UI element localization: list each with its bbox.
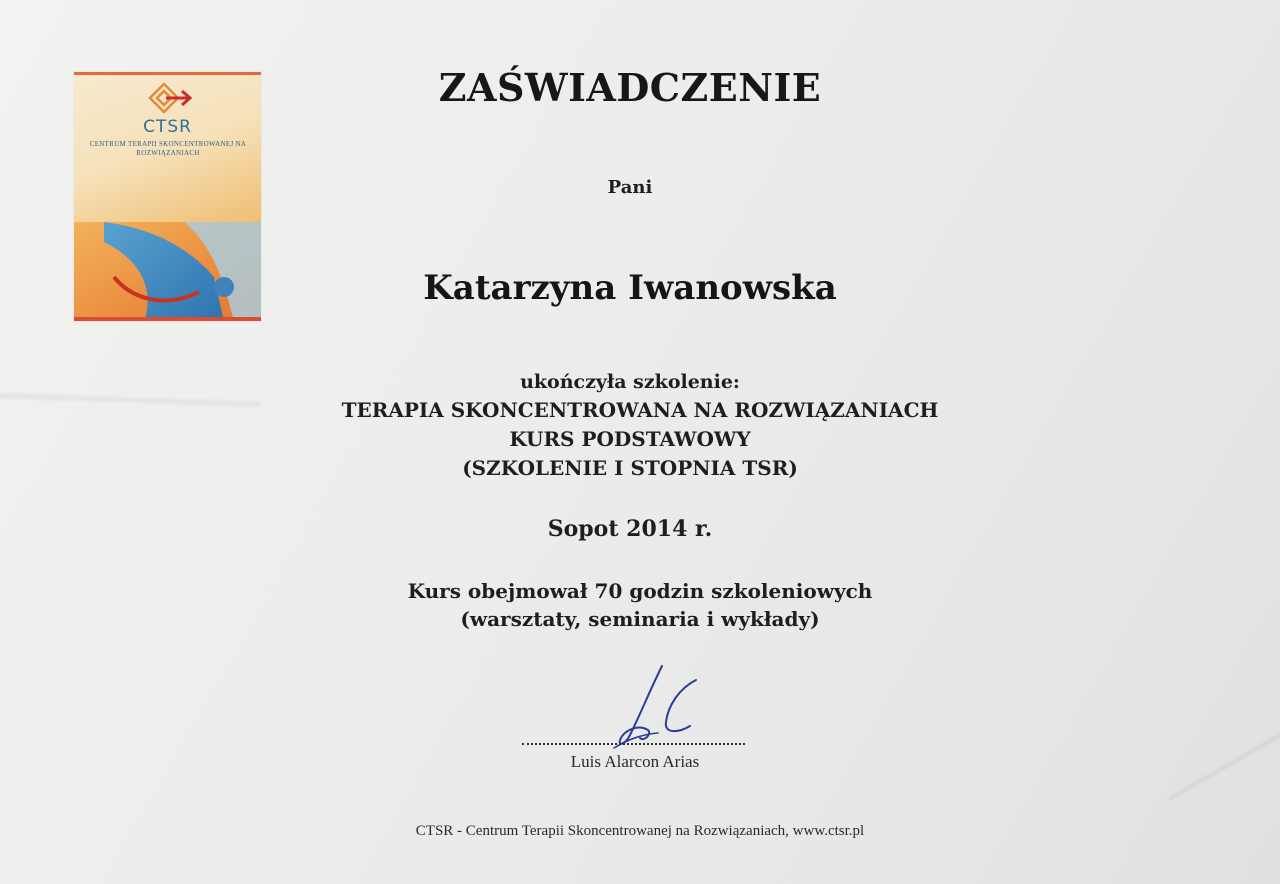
logo-subtitle: CENTRUM TERAPII SKONCENTROWANEJ NA ROZWIĄZANIACH [89,140,247,157]
certificate-title: ZAŚWIADCZENIE [438,65,822,110]
handwritten-signature [600,660,710,752]
signature-line [522,743,745,745]
completed-text: ukończyła szkolenie: [520,371,740,393]
logo-top-bar [74,72,261,75]
ctsr-arrow-logo-icon [146,80,194,116]
place-date: Sopot 2014 r. [547,516,713,542]
types-line: (warsztaty, seminaria i wykłady) [460,607,820,631]
hours-line: Kurs obejmował 70 godzin szkoleniowych [407,579,873,603]
course-line-2: KURS PODSTAWOWY [509,427,751,451]
salutation: Pani [607,177,653,198]
paper-fold [1167,726,1280,803]
logo-bottom-bar [74,317,261,321]
recipient-name: Katarzyna Iwanowska [423,268,837,308]
ctsr-logo [74,72,261,321]
course-line-3: (SZKOLENIE I STOPNIA TSR) [462,456,798,480]
course-line-1: TERAPIA SKONCENTROWANA NA ROZWIĄZANIACH [341,398,939,422]
signer-name: Luis Alarcon Arias [570,752,700,771]
logo-abbreviation: CTSR [143,117,192,137]
footer-text: CTSR - Centrum Terapii Skoncentrowanej na Rozwiązaniach, www.ctsr.pl [415,823,865,839]
puzzle-artwork [74,222,261,321]
paper-fold [0,390,260,409]
